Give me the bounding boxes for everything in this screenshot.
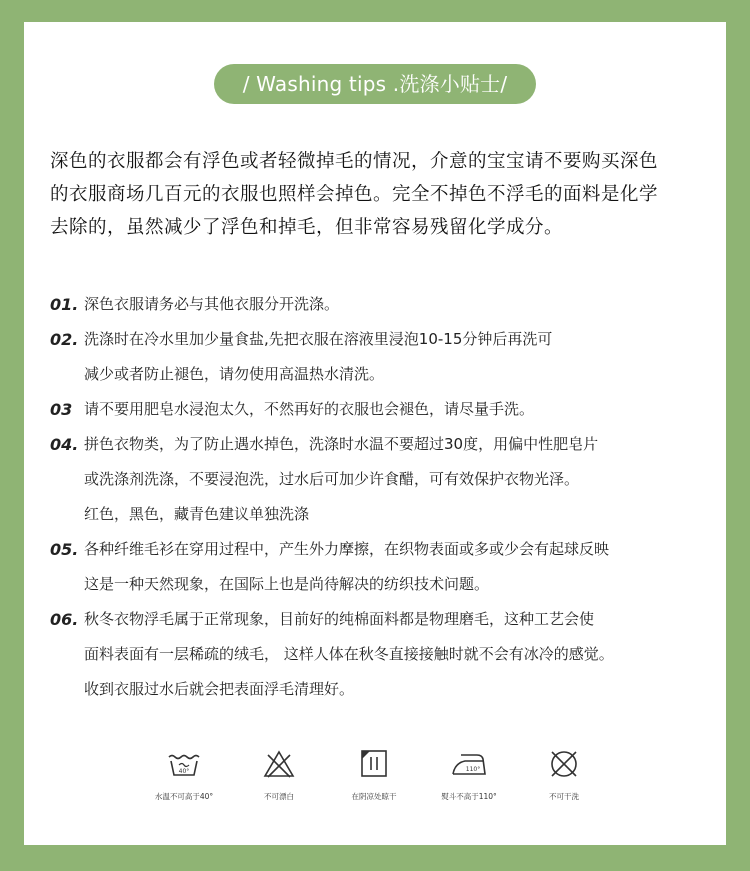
tip-item-02 [50, 322, 720, 392]
care-label: 水温不可高于40° [154, 792, 214, 801]
tip-item-05 [50, 532, 720, 602]
intro-line: 深色的衣服都会有浮色或者轻微掉毛的情况，介意的宝宝请不要购买深色 [50, 151, 659, 172]
tip-number: 01. [50, 287, 78, 322]
tip-number: 05. [50, 532, 78, 567]
care-item [524, 749, 604, 802]
tip-number: 06. [50, 602, 78, 637]
tip-text: 红色，黑色，藏青色建议单独洗涤 [84, 505, 310, 523]
tip-item-04 [50, 427, 720, 532]
tip-text: 请不要用肥皂水浸泡太久，不然再好的衣服也会褪色，请尽量手洗。 [84, 400, 535, 418]
intro-line: 的衣服商场几百元的衣服也照样会掉色。完全不掉色不浮毛的面料是化学 [50, 184, 659, 205]
tip-text: 拼色衣物类，为了防止遇水掉色，洗涤时水温不要超过30度，用偏中性肥皂片 [84, 435, 599, 453]
svg-text:40°: 40° [178, 768, 190, 775]
tip-text: 秋冬衣物浮毛属于正常现象，目前好的纯棉面料都是物理磨毛，这种工艺会使 [84, 610, 595, 628]
tip-number: 03 [50, 392, 72, 427]
care-item [334, 749, 414, 802]
care-icons-row [144, 749, 614, 809]
no-bleach-icon [261, 749, 297, 779]
tip-item-03 [50, 392, 720, 427]
tip-text: 面料表面有一层稀疏的绒毛， 这样人体在秋冬直接接触时就不会有冰冷的感觉。 [84, 645, 614, 663]
no-dry-clean-icon [546, 749, 582, 779]
iron-110-icon [449, 749, 489, 779]
tip-item-01 [50, 287, 720, 322]
care-label: 不可干洗 [549, 792, 579, 801]
intro-line: 去除的，虽然减少了浮色和掉毛，但非常容易残留化学成分。 [50, 217, 564, 238]
svg-text:110°: 110° [465, 766, 481, 773]
care-item [144, 749, 224, 802]
tip-item-06 [50, 602, 720, 707]
tips-list [50, 287, 720, 707]
tip-text: 减少或者防止褪色，请勿使用高温热水清洗。 [84, 365, 385, 383]
tip-text: 深色衣服请务必与其他衣服分开洗涤。 [84, 295, 340, 313]
tip-text: 这是一种天然现象，在国际上也是尚待解决的纺织技术问题。 [84, 575, 490, 593]
care-label: 在阴凉处晾干 [351, 792, 397, 801]
section-title: / Washing tips .洗涤小贴士/ [214, 64, 536, 104]
tip-number: 02. [50, 322, 78, 357]
wash-40-icon [166, 749, 202, 779]
tip-number: 04. [50, 427, 78, 462]
tip-text: 各种纤维毛衫在穿用过程中，产生外力摩擦，在织物表面或多或少会有起球反映 [84, 540, 610, 558]
tip-text: 洗涤时在冷水里加少量食盐,先把衣服在溶液里浸泡10-15分钟后再洗可 [84, 330, 553, 348]
tip-text: 或洗涤剂洗涤，不要浸泡洗，过水后可加少许食醋，可有效保护衣物光泽。 [84, 470, 580, 488]
care-label: 不可漂白 [264, 792, 294, 801]
dry-in-shade-icon [356, 749, 392, 779]
care-item [429, 749, 509, 802]
tip-text: 收到衣服过水后就会把表面浮毛清理好。 [84, 680, 355, 698]
intro-paragraph [50, 145, 710, 244]
care-item [239, 749, 319, 802]
care-label: 熨斗不高于110° [441, 792, 497, 801]
content-card [24, 22, 726, 845]
